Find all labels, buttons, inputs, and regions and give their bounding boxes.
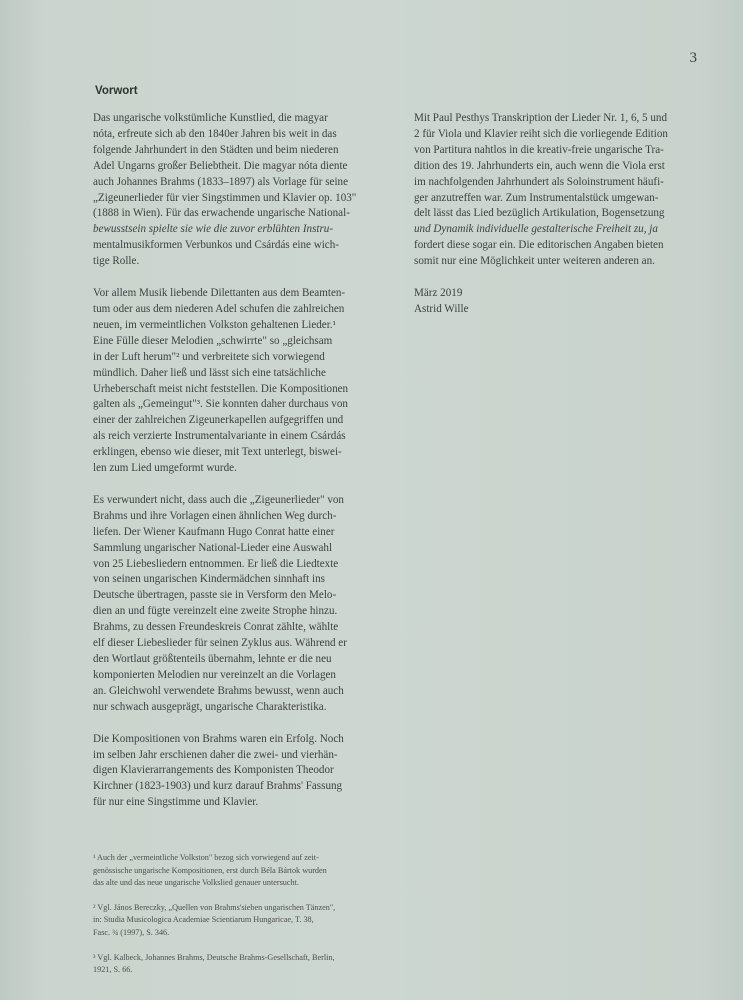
- text-line: nóta, erfreute sich ab den 1840er Jahren bis weit in das: [93, 127, 337, 140]
- text-line: als reich verzierte Instrumentalvariante in einem Csárdás: [93, 430, 346, 443]
- footnote-line: ² Vgl. János Bereczky, „Quellen von Brahms'sieben ungarischen Tänzen",: [93, 902, 336, 912]
- footnote-1: [93, 852, 383, 890]
- text-line: „Zigeunerlieder für vier Singstimmen und Klavier op. 103": [93, 191, 357, 204]
- text-line: nur schwach ausgeprägt, ungarische Charakteristika.: [93, 700, 327, 713]
- text-line: Es verwundert nicht, dass auch die „Zigeunerlieder" von: [93, 493, 344, 506]
- page-number: 3: [689, 50, 697, 66]
- text-line: ger anzutreffen war. Zum Instrumentalstück umgewan-: [414, 191, 659, 204]
- author: Astrid Wille: [414, 302, 469, 315]
- text-line: Brahms, zu dessen Freundeskreis Conrat zählte, wählte: [93, 621, 339, 634]
- footnote-line: ³ Vgl. Kalbeck, Johannes Brahms, Deutsche Brahms-Gesellschaft, Berlin,: [93, 952, 335, 962]
- footnote-line: in: Studia Musicologica Academiae Scientiarum Hungaricae, T. 38,: [93, 915, 314, 925]
- text-line: erklingen, ebenso wie dieser, mit Text unterlegt, biswei-: [93, 446, 342, 459]
- text-line: Sammlung ungarischer National-Lieder eine Auswahl: [93, 541, 333, 554]
- text-line: von Partitura nahtlos in die kreativ-freie ungarische Tra-: [414, 143, 664, 156]
- text-line: tum oder aus dem niederen Adel schufen die zahlreichen: [93, 302, 345, 315]
- text-line: (1888 in Wien). Für das erwachende ungarische National-: [93, 207, 350, 220]
- paragraph-4: [93, 732, 371, 812]
- text-line: somit nur eine Möglichkeit unter weiteren anderen an.: [414, 255, 655, 268]
- text-line: an. Gleichwohl verwendete Brahms bewusst, wenn auch: [93, 684, 344, 697]
- text-line: von 25 Liebesliedern entnommen. Er ließ die Liedtexte: [93, 557, 339, 570]
- text-line: den Wortlaut größtenteils übernahm, lehnte er die neu: [93, 653, 332, 665]
- text-line: und Dynamik individuelle gestalterische Freiheit zu, ja: [414, 223, 658, 236]
- date: März 2019: [414, 287, 463, 300]
- text-line: neuen, im vermeintlichen Volkston gehaltenen Lieder.¹: [93, 318, 336, 331]
- text-line: Urheberschaft meist nicht feststellen. Die Kompositionen: [93, 382, 349, 395]
- page-title: Vorwort: [95, 85, 138, 97]
- text-line: tige Rolle.: [93, 255, 140, 268]
- text-line: len zum Lied umgeformt wurde.: [93, 462, 237, 475]
- text-line: Brahms und ihre Vorlagen einen ähnlichen Weg durch-: [93, 509, 337, 522]
- footnote-line: ¹ Auch der „vermeintliche Volkston" bezog sich vorwiegend auf zeit-: [93, 853, 319, 862]
- footnote-3: [93, 952, 383, 977]
- text-line: Mit Paul Pesthys Transkription der Lieder Nr. 1, 6, 5 und: [414, 112, 667, 124]
- text-line: digen Klavierarrangements des Komponisten Theodor: [93, 764, 334, 777]
- text-line: im selben Jahr erschienen daher die zwei- und vierhän-: [93, 748, 338, 761]
- text-line: Deutsche übertragen, passte sie in Versform den Melo-: [93, 589, 337, 602]
- text-line: Eine Fülle dieser Melodien „schwirrte" so „gleichsam: [93, 334, 333, 347]
- text-line: 2 für Viola und Klavier reiht sich die vorliegende Edition: [414, 127, 668, 140]
- footnote-2: [93, 902, 383, 940]
- text-line: von seinen ungarischen Kindermädchen sinnhaft ins: [93, 573, 325, 586]
- signature-block: [414, 286, 684, 318]
- left-column: [93, 111, 371, 827]
- footnote-line: 1921, S. 66.: [93, 965, 133, 975]
- text-line: fordert diese sogar ein. Die editorischen Angaben bieten: [414, 239, 664, 252]
- text-line: Adel Ungarns großer Beliebtheit. Die magyar nóta diente: [93, 159, 348, 172]
- text-line: folgende Jahrhundert in den Städten und beim niederen: [93, 143, 339, 156]
- text-line: delt lässt das Lied bezüglich Artikulation, Bogensetzung: [414, 207, 665, 220]
- text-line: einer der zahlreichen Zigeunerkapellen aufgegriffen und: [93, 414, 344, 427]
- paragraph-5: [414, 111, 684, 270]
- text-line: Das ungarische volkstümliche Kunstlied, die magyar: [93, 112, 328, 124]
- footnote-line: Fasc. ¾ (1997), S. 346.: [93, 927, 170, 937]
- text-line: Die Kompositionen von Brahms waren ein Erfolg. Noch: [93, 732, 344, 745]
- text-line: in der Luft herum"² und verbreitete sich vorwiegend: [93, 350, 325, 363]
- footnotes: [93, 852, 383, 989]
- text-line: mündlich. Daher ließ und lässt sich eine tatsächliche: [93, 366, 326, 379]
- text-line: dien an und fügte vereinzelt eine zweite Strophe hinzu.: [93, 605, 338, 618]
- text-line: Vor allem Musik liebende Dilettanten aus dem Beamten-: [93, 287, 346, 300]
- text-line: dition des 19. Jahrhunderts ein, auch wenn die Viola erst: [414, 159, 665, 172]
- footnote-line: das alte und das neue ungarische Volkslied genauer untersucht.: [93, 878, 299, 888]
- text-line: für nur eine Singstimme und Klavier.: [93, 796, 259, 809]
- footnote-line: genössische ungarische Kompositionen, erst durch Béla Bártok wurden: [93, 865, 327, 875]
- text-line: Kirchner (1823-1903) und kurz darauf Brahms' Fassung: [93, 780, 343, 793]
- text-line: mentalmusikformen Verbunkos und Csárdás eine wich-: [93, 239, 339, 252]
- text-line: im nachfolgenden Jahrhundert als Soloinstrument häufi-: [414, 175, 664, 188]
- text-line: auch Johannes Brahms (1833–1897) als Vorlage für seine: [93, 175, 348, 188]
- text-line: bewusstsein spielte sie wie die zuvor erblühten Instru-: [93, 223, 334, 236]
- text-line: elf dieser Liebeslieder für seinen Zyklus aus. Während er: [93, 637, 347, 650]
- text-line: komponierten Melodien nur vereinzelt an die Vorlagen: [93, 668, 336, 681]
- right-column: [414, 111, 684, 318]
- text-line: galten als „Gemeingut"³. Sie konnten daher durchaus von: [93, 398, 348, 411]
- paragraph-1: [93, 111, 371, 270]
- paragraph-2: [93, 286, 371, 477]
- paragraph-3: [93, 493, 371, 716]
- text-line: liefen. Der Wiener Kaufmann Hugo Conrat hatte einer: [93, 525, 335, 538]
